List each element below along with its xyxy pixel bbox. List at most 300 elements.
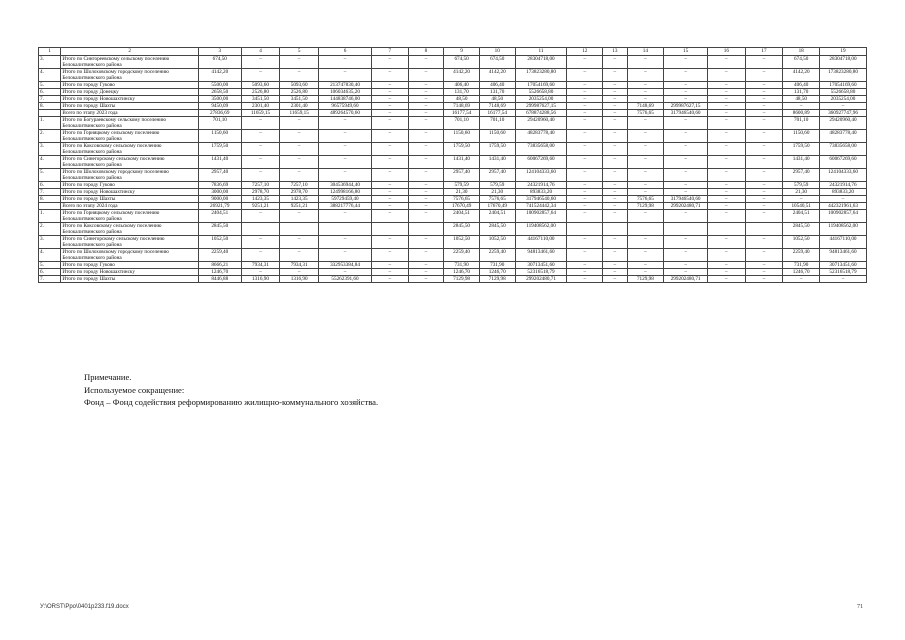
value-cell: – [567, 69, 603, 82]
value-cell: 2404,51 [198, 210, 241, 223]
row-name-cell: Всего по этапу 2023 года [61, 110, 198, 117]
column-header: 14 [627, 48, 664, 56]
table-row [39, 189, 867, 196]
value-cell: – [280, 143, 319, 156]
value-cell [567, 223, 603, 236]
value-cell: 299202480,71 [664, 203, 708, 210]
value-cell: 1246,70 [198, 269, 241, 276]
value-cell: 2404,51 [444, 210, 480, 223]
value-cell: – [708, 182, 746, 189]
value-cell: 442321961,63 [820, 203, 867, 210]
row-number-cell [39, 203, 61, 210]
value-cell: 27836,69 [198, 110, 241, 117]
value-cell: 48283778,40 [820, 130, 867, 143]
value-cell: – [664, 249, 708, 262]
value-cell: – [280, 156, 319, 169]
value-cell: 2845,50 [198, 223, 241, 236]
value-cell: 124104333,60 [820, 169, 867, 182]
value-cell: 7576,65 [479, 196, 515, 203]
value-cell: 7257,10 [241, 182, 280, 189]
value-cell: – [664, 236, 708, 249]
value-cell: – [745, 169, 783, 182]
value-cell: – [567, 262, 603, 269]
value-cell: 2259,40 [444, 249, 480, 262]
value-cell: – [567, 189, 603, 196]
value-cell: – [371, 189, 408, 196]
value-cell: – [627, 189, 664, 196]
row-number-cell: 1. [39, 117, 61, 130]
value-cell: – [319, 69, 372, 82]
row-name-cell: Итого по городу Шахты [61, 103, 198, 110]
value-cell: – [408, 203, 444, 210]
value-cell: 28304718,00 [515, 56, 567, 69]
value-cell: 5093,60 [241, 82, 280, 89]
value-cell: – [567, 236, 603, 249]
footer-page-number: 71 [857, 604, 863, 610]
value-cell: – [627, 130, 664, 143]
value-cell: 2259,40 [479, 249, 515, 262]
value-cell: 100902857,64 [515, 210, 567, 223]
value-cell: 2957,40 [479, 169, 515, 182]
table-row [39, 210, 867, 223]
value-cell: 73835658,00 [820, 143, 867, 156]
value-cell: – [627, 143, 664, 156]
value-cell: 9450,09 [198, 103, 241, 110]
row-number-cell: 7. [39, 189, 61, 196]
value-cell [371, 223, 408, 236]
value-cell: – [319, 236, 372, 249]
value-cell: 701,10 [783, 117, 820, 130]
row-name-cell: Итого по городу Новошахтинску [61, 269, 198, 276]
value-cell: – [708, 249, 746, 262]
value-cell: – [708, 262, 746, 269]
value-cell: – [408, 182, 444, 189]
value-cell: – [708, 69, 746, 82]
value-cell: – [627, 82, 664, 89]
value-cell: – [241, 249, 280, 262]
value-cell: – [567, 117, 603, 130]
row-number-cell: 7. [39, 96, 61, 103]
value-cell: – [627, 236, 664, 249]
value-cell: – [708, 269, 746, 276]
value-cell: – [745, 269, 783, 276]
value-cell: – [745, 89, 783, 96]
value-cell: 317946540,60 [664, 110, 708, 117]
value-cell: 8600,89 [783, 110, 820, 117]
value-cell: – [820, 276, 867, 283]
row-name-cell: Итого по городу Новошахтинску [61, 96, 198, 103]
value-cell: – [603, 203, 627, 210]
row-name-cell: Итого по Богураевскому сельскому поселению Белокалитвинского района [61, 117, 198, 130]
value-cell: – [371, 96, 408, 103]
value-cell: 124998166,80 [319, 189, 372, 196]
value-cell: 144838746,00 [319, 96, 372, 103]
row-name-cell: Итого по Шолоховскому городскому поселению Белокалитвинского района [61, 169, 198, 182]
table-row [39, 169, 867, 182]
value-cell: – [241, 210, 280, 223]
value-cell: – [708, 189, 746, 196]
value-cell: 48,50 [783, 96, 820, 103]
value-cell: 24321914,76 [820, 182, 867, 189]
value-cell: – [319, 156, 372, 169]
footer-file-path: У:\ORST\Ppo\0401p233.f19.docx [40, 604, 129, 610]
value-cell: – [603, 156, 627, 169]
value-cell: 7129,98 [627, 276, 664, 283]
value-cell: – [371, 249, 408, 262]
value-cell: – [280, 69, 319, 82]
value-cell: 173823280,80 [820, 69, 867, 82]
row-number-cell: 5. [39, 82, 61, 89]
value-cell: 55262391,60 [319, 276, 372, 283]
value-cell: – [745, 210, 783, 223]
value-cell: – [603, 117, 627, 130]
value-cell: 406,40 [783, 82, 820, 89]
column-header: 1 [39, 48, 61, 56]
value-cell: 406,40 [479, 82, 515, 89]
value-cell: – [567, 130, 603, 143]
table-row [39, 156, 867, 169]
value-cell: – [708, 117, 746, 130]
value-cell: – [319, 269, 372, 276]
value-cell: 1150,60 [444, 130, 480, 143]
value-cell: – [708, 156, 746, 169]
abbreviation-line: Фонд – Фонд содействия реформированию жилищно-коммунального хозяйства. [84, 397, 379, 407]
value-cell: – [319, 249, 372, 262]
value-cell: 406,40 [444, 82, 480, 89]
value-cell: 96575949,60 [319, 103, 372, 110]
value-cell: 5526658,80 [820, 89, 867, 96]
row-name-cell: Итого по Шолоховскому городскому поселению Белокалитвинского района [61, 69, 198, 82]
table-row [39, 56, 867, 69]
value-cell: – [567, 249, 603, 262]
value-cell: 1759,50 [198, 143, 241, 156]
value-cell: 48,50 [444, 96, 480, 103]
value-cell: – [603, 69, 627, 82]
value-cell: – [567, 182, 603, 189]
value-cell: – [708, 196, 746, 203]
value-cell: – [745, 156, 783, 169]
value-cell: – [408, 169, 444, 182]
value-cell: 4142,20 [783, 69, 820, 82]
value-cell: – [241, 143, 280, 156]
value-cell: – [280, 210, 319, 223]
value-cell: – [603, 56, 627, 69]
value-cell: – [783, 103, 820, 110]
value-cell: 11659,15 [280, 110, 319, 117]
value-cell: – [783, 276, 820, 283]
value-cell: – [708, 276, 746, 283]
value-cell: – [603, 182, 627, 189]
table-row [39, 223, 867, 236]
value-cell: – [319, 130, 372, 143]
row-name-cell: Итого по городу Донецку [61, 89, 198, 96]
value-cell [319, 223, 372, 236]
value-cell: 489264570,60 [319, 110, 372, 117]
value-cell: – [708, 236, 746, 249]
value-cell: 360927747,96 [820, 110, 867, 117]
value-cell: 299987627,15 [664, 103, 708, 110]
value-cell [708, 223, 746, 236]
row-number-cell: 2. [39, 223, 61, 236]
value-cell: 1150,60 [783, 130, 820, 143]
value-cell: 2259,40 [198, 249, 241, 262]
value-cell: 44167110,00 [820, 236, 867, 249]
row-number-cell: 3. [39, 143, 61, 156]
value-cell: – [371, 82, 408, 89]
value-cell: – [408, 236, 444, 249]
row-name-cell: Всего по этапу 2024 года [61, 203, 198, 210]
row-number-cell: 4. [39, 249, 61, 262]
column-header: 5 [280, 48, 319, 56]
table-row [39, 182, 867, 189]
value-cell: 16177,54 [444, 110, 480, 117]
value-cell: – [408, 89, 444, 96]
value-cell: 4142,20 [198, 69, 241, 82]
value-cell: – [664, 143, 708, 156]
value-cell: – [664, 169, 708, 182]
value-cell: 11659,15 [241, 110, 280, 117]
row-name-cell: Итого по городу Шахты [61, 196, 198, 203]
abbreviation-heading: Используемое сокращение: [84, 384, 185, 395]
value-cell: – [745, 130, 783, 143]
value-cell: 8446,88 [198, 276, 241, 283]
value-cell: – [745, 56, 783, 69]
row-number-cell: 6. [39, 269, 61, 276]
value-cell: – [664, 269, 708, 276]
value-cell: – [708, 82, 746, 89]
value-cell: – [603, 110, 627, 117]
value-cell: 119408562,00 [820, 223, 867, 236]
value-cell: – [371, 203, 408, 210]
row-number-cell: 1. [39, 210, 61, 223]
value-cell: – [241, 69, 280, 82]
row-name-cell: Итого по городу Новошахтинску [61, 189, 198, 196]
table-row [39, 196, 867, 203]
column-header: 4 [241, 48, 280, 56]
value-cell: – [371, 169, 408, 182]
value-cell: – [408, 130, 444, 143]
value-cell: – [783, 196, 820, 203]
column-header: 16 [708, 48, 746, 56]
table-row [39, 82, 867, 89]
column-header: 13 [603, 48, 627, 56]
value-cell: 4142,20 [444, 69, 480, 82]
value-cell: – [603, 169, 627, 182]
value-cell: 2658,50 [198, 89, 241, 96]
value-cell: – [745, 182, 783, 189]
row-number-cell: 8. [39, 196, 61, 203]
value-cell: 7148,69 [479, 103, 515, 110]
value-cell: – [319, 169, 372, 182]
value-cell: 24321914,76 [515, 182, 567, 189]
value-cell: – [708, 96, 746, 103]
table-header-row [39, 48, 867, 56]
value-cell: – [627, 117, 664, 130]
value-cell: – [603, 210, 627, 223]
value-cell: – [408, 189, 444, 196]
value-cell: 7934,31 [241, 262, 280, 269]
value-cell [280, 223, 319, 236]
value-cell: 299202480,71 [515, 276, 567, 283]
row-name-cell: Итого по городу Гуково [61, 262, 198, 269]
column-header: 18 [783, 48, 820, 56]
row-number-cell: 2. [39, 130, 61, 143]
value-cell: – [371, 117, 408, 130]
value-cell: – [371, 182, 408, 189]
value-cell: 3000,00 [198, 189, 241, 196]
value-cell: 8666,21 [198, 262, 241, 269]
row-name-cell: Итого по Синегорскому сельскому поселению Белокалитвинского района [61, 236, 198, 249]
value-cell: – [603, 276, 627, 283]
value-cell: 2404,51 [479, 210, 515, 223]
value-cell: – [280, 249, 319, 262]
value-cell: – [627, 210, 664, 223]
column-header: 6 [319, 48, 372, 56]
value-cell: 7129,98 [627, 203, 664, 210]
value-cell: 213747830,40 [319, 82, 372, 89]
value-cell: 1052,50 [198, 236, 241, 249]
value-cell: 52316518,79 [820, 269, 867, 276]
value-cell: 7148,69 [627, 103, 664, 110]
value-cell: 1052,50 [444, 236, 480, 249]
value-cell: 299987627,15 [515, 103, 567, 110]
value-cell: – [567, 203, 603, 210]
table-row [39, 69, 867, 82]
value-cell: – [664, 96, 708, 103]
value-cell: – [627, 269, 664, 276]
column-header: 12 [567, 48, 603, 56]
value-cell: – [567, 210, 603, 223]
value-cell: – [603, 143, 627, 156]
value-cell [408, 223, 444, 236]
column-header: 11 [515, 48, 567, 56]
row-name-cell: Итого по Шолоховскому городскому поселению Белокалитвинского района [61, 249, 198, 262]
value-cell: 100902857,64 [820, 210, 867, 223]
value-cell: 317946540,60 [515, 196, 567, 203]
value-cell: 26921,79 [198, 203, 241, 210]
value-cell: 1431,40 [444, 156, 480, 169]
value-cell: – [408, 82, 444, 89]
value-cell: – [408, 96, 444, 103]
value-cell: 7576,65 [627, 196, 664, 203]
value-cell: 30713451,60 [820, 262, 867, 269]
value-cell: 674,50 [444, 56, 480, 69]
value-cell: – [241, 156, 280, 169]
value-cell: – [708, 56, 746, 69]
value-cell: 674,50 [479, 56, 515, 69]
value-cell: 317946540,60 [664, 196, 708, 203]
value-cell: – [408, 196, 444, 203]
value-cell: 1423,35 [280, 196, 319, 203]
row-name-cell: Итого по Коксовскому сельскому поселению Белокалитвинского района [61, 223, 198, 236]
value-cell: 17670,49 [444, 203, 480, 210]
value-cell: 1316,90 [280, 276, 319, 283]
value-cell: – [708, 203, 746, 210]
value-cell: 731,90 [444, 262, 480, 269]
value-cell: – [627, 182, 664, 189]
value-cell: – [603, 189, 627, 196]
value-cell: 731,90 [783, 262, 820, 269]
value-cell: 2845,50 [479, 223, 515, 236]
row-name-cell: Итого по городу Гуково [61, 82, 198, 89]
value-cell: 1246,70 [479, 269, 515, 276]
row-name-cell: Итого по городу Шахты [61, 276, 198, 283]
table-row [39, 262, 867, 269]
row-name-cell: Итого по Коксовскому сельскому поселению Белокалитвинского района [61, 143, 198, 156]
value-cell: – [280, 130, 319, 143]
value-cell: 2978,70 [241, 189, 280, 196]
value-cell: 3451,50 [280, 96, 319, 103]
column-header: 9 [444, 48, 480, 56]
value-cell: 579,59 [783, 182, 820, 189]
value-cell: – [745, 69, 783, 82]
value-cell: – [603, 196, 627, 203]
value-cell: 17054169,60 [515, 82, 567, 89]
value-cell: – [408, 249, 444, 262]
table-row [39, 117, 867, 130]
row-number-cell: 8. [39, 103, 61, 110]
value-cell: – [371, 156, 408, 169]
value-cell: 2035254,00 [820, 96, 867, 103]
value-cell: 741524442,34 [515, 203, 567, 210]
value-cell: 2035254,00 [515, 96, 567, 103]
value-cell: 7934,31 [280, 262, 319, 269]
value-cell: – [280, 169, 319, 182]
value-cell: – [664, 182, 708, 189]
table-row [39, 96, 867, 103]
value-cell: 7257,10 [280, 182, 319, 189]
value-cell: 21,30 [783, 189, 820, 196]
value-cell: – [567, 89, 603, 96]
value-cell: – [708, 130, 746, 143]
value-cell: – [708, 210, 746, 223]
value-cell: – [820, 103, 867, 110]
row-number-cell [39, 110, 61, 117]
value-cell: 731,90 [479, 262, 515, 269]
value-cell: 17054169,60 [820, 82, 867, 89]
value-cell: 5500,00 [198, 82, 241, 89]
value-cell: 7129,98 [444, 276, 480, 283]
value-cell: – [280, 56, 319, 69]
value-cell: – [319, 210, 372, 223]
value-cell: – [664, 56, 708, 69]
value-cell: – [603, 262, 627, 269]
value-cell: 3451,50 [241, 96, 280, 103]
value-cell: – [280, 236, 319, 249]
value-cell: 2845,50 [444, 223, 480, 236]
value-cell: – [627, 169, 664, 182]
value-cell: – [627, 156, 664, 169]
value-cell: – [371, 143, 408, 156]
row-number-cell: 7. [39, 276, 61, 283]
value-cell: – [820, 196, 867, 203]
value-cell: – [745, 96, 783, 103]
value-cell [603, 223, 627, 236]
value-cell: 579,59 [479, 182, 515, 189]
value-cell: 21,30 [444, 189, 480, 196]
value-cell: – [603, 103, 627, 110]
value-cell: – [664, 82, 708, 89]
value-cell: 60067269,60 [820, 156, 867, 169]
value-cell: 701,10 [479, 117, 515, 130]
value-cell: – [664, 89, 708, 96]
value-cell: 9251,21 [280, 203, 319, 210]
value-cell: – [567, 169, 603, 182]
value-cell: 173823280,80 [515, 69, 567, 82]
table-row [39, 276, 867, 283]
value-cell: – [241, 130, 280, 143]
value-cell: – [371, 276, 408, 283]
